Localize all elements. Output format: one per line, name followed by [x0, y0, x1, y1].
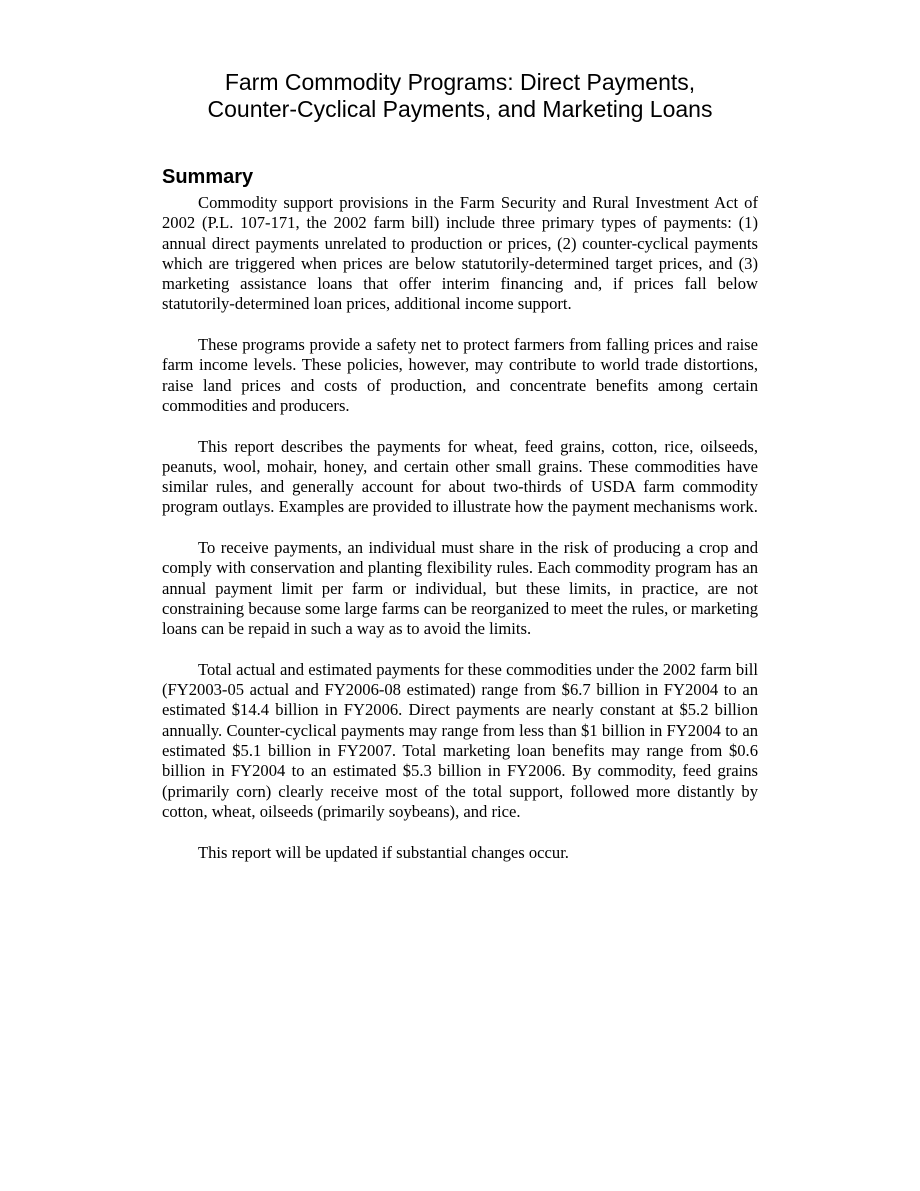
summary-paragraph-5: Total actual and estimated payments for these commodities under the 2002 farm bill (FY2003-05 actual and FY2006-08 estimated) range from $6.7 billion in FY2004 to an estimated $14.4 billion in FY2006. Direct payments are nearly constant at $5.2 billion annually. Counter-cyclical payments may range from less than $1 billion in FY2004 to an estimated $5.1 billion in FY2007. Total marketing loan benefits may range from $0.6 billion in FY2004 to an estimated $5.3 billion in FY2006. By commodity, feed grains (primarily corn) clearly receive most of the total support, followed more distantly by cotton, wheat, oilseeds (primarily soybeans), and rice.	[162, 659, 758, 821]
summary-paragraph-6: This report will be updated if substantial changes occur.	[198, 842, 569, 862]
title-line-2: Counter-Cyclical Payments, and Marketing Loans	[207, 96, 713, 123]
title-line-1: Farm Commodity Programs: Direct Payments,	[224, 69, 696, 96]
summary-paragraph-3: This report describes the payments for wheat, feed grains, cotton, rice, oilseeds, peanuts, wool, mohair, honey, and certain other small grains. These commodities have similar rules, and generally account for about two-thirds of USDA farm commodity program outlays. Examples are provided to illustrate how the payment mechanisms work.	[162, 436, 758, 517]
summary-paragraph-4: To receive payments, an individual must share in the risk of producing a crop and comply with conservation and planting flexibility rules. Each commodity program has an annual payment limit per farm or individual, but these limits, in practice, are not constraining because some large farms can be reorganized to meet the rules, or marketing loans can be repaid in such a way as to avoid the limits.	[162, 538, 758, 639]
document-title	[140, 69, 780, 123]
summary-paragraph-2: These programs provide a safety net to protect farmers from falling prices and raise farm income levels. These policies, however, may contribute to world trade distortions, raise land prices and costs of production, and concentrate benefits among certain commodities and producers.	[162, 335, 758, 415]
summary-body	[162, 193, 758, 883]
summary-heading: Summary	[162, 165, 254, 188]
summary-paragraph-1: Commodity support provisions in the Farm Security and Rural Investment Act of 2002 (P.L. 107-171, the 2002 farm bill) include three primary types of payments: (1) annual direct payments unrelated to production or prices, (2) counter-cyclical payments which are triggered when prices are below statutorily-determined target prices, and (3) marketing assistance loans that offer interim financing and, if prices fall below statutorily-determined loan prices, additional income support.	[162, 193, 758, 314]
